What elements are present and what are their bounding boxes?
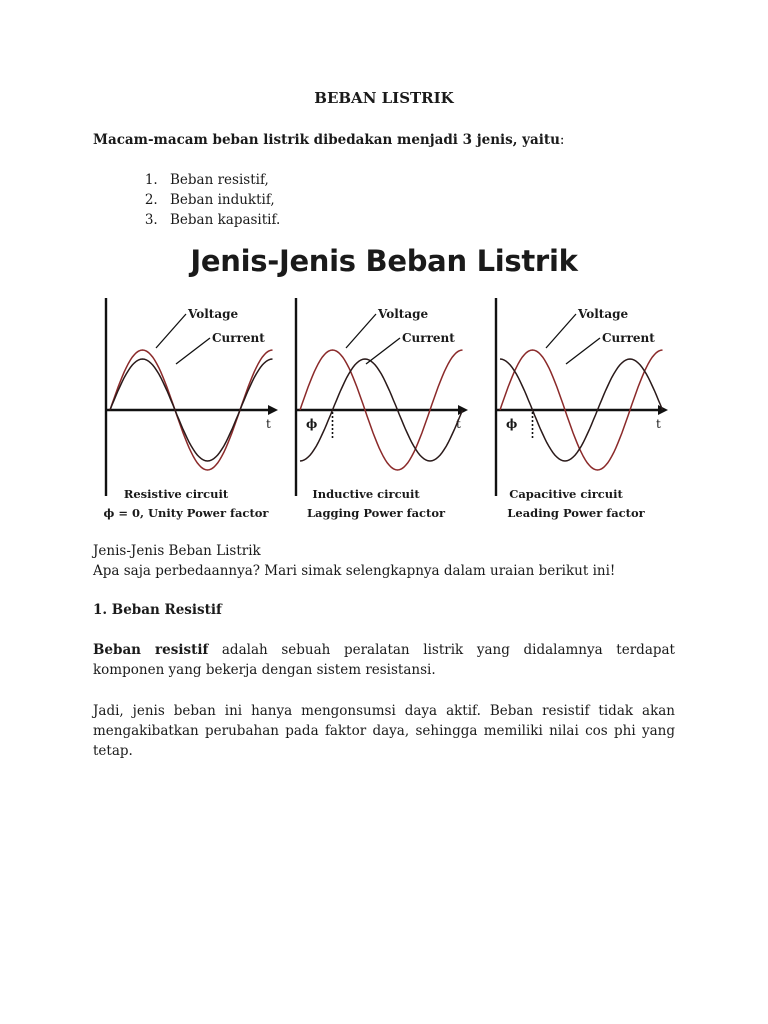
intro-bold-text: Macam-macam beban listrik dibedakan menjadi 3 jenis, yaitu	[93, 132, 560, 148]
axis-arrow-icon	[658, 405, 668, 415]
intro-suffix: :	[559, 132, 565, 148]
panel-caption-subtitle: Leading Power factor	[507, 506, 645, 520]
section-heading: 1. Beban Resistif	[93, 602, 222, 618]
voltage-pointer	[156, 314, 186, 348]
list-item: 2. Beban induktif,	[162, 190, 280, 210]
axis-t-label: t	[456, 417, 461, 431]
panel-caption-subtitle: Lagging Power factor	[306, 506, 446, 520]
panel-caption-subtitle: ϕ = 0, Unity Power factor	[103, 506, 269, 520]
voltage-label: Voltage	[578, 307, 629, 321]
voltage-label: Voltage	[378, 307, 429, 321]
paragraph-explanation: Jadi, jenis beban ini hanya mengonsumsi daya aktif. Beban resistif tidak akan mengakibatkan perubahan pada faktor daya, sehingga memiliki nilai cos phi yang tetap.	[93, 703, 675, 759]
voltage-pointer	[346, 314, 376, 348]
list-item: 3. Beban kapasitif.	[162, 210, 280, 230]
load-types-list	[144, 170, 280, 230]
current-label: Current	[402, 331, 455, 345]
current-label: Current	[602, 331, 655, 345]
intro-line	[93, 132, 564, 148]
current-pointer	[366, 338, 400, 364]
panel-caption-title: Capacitive circuit	[509, 487, 623, 501]
figure-heading: Jenis-Jenis Beban Listrik	[190, 244, 578, 278]
term-bold: Beban resistif	[93, 642, 209, 658]
axis-t-label: t	[266, 417, 271, 431]
voltage-label: Voltage	[188, 307, 239, 321]
question-text: Apa saja perbedaannya? Mari simak selengkapnya dalam uraian berikut ini!	[93, 563, 616, 579]
current-pointer	[176, 338, 210, 364]
list-item: 1. Beban resistif,	[162, 170, 280, 190]
axis-arrow-icon	[458, 405, 468, 415]
definition-text: adalah sebuah peralatan listrik yang didalamnya terdapat komponen yang bekerja dengan sistem resistansi.	[93, 642, 675, 678]
voltage-pointer	[546, 314, 576, 348]
phi-label: ϕ	[506, 417, 518, 431]
paragraph-definition	[93, 640, 675, 680]
current-pointer	[566, 338, 600, 364]
panel-caption-title: Resistive circuit	[123, 487, 229, 501]
waveform-diagram	[92, 238, 676, 528]
page-title: BEBAN LISTRIK	[314, 89, 454, 107]
axis-arrow-icon	[268, 405, 278, 415]
panel-caption-title: Inductive circuit	[312, 487, 420, 501]
current-label: Current	[212, 331, 265, 345]
axis-t-label: t	[656, 417, 661, 431]
figure-caption: Jenis-Jenis Beban Listrik	[93, 543, 261, 559]
load-types-figure	[92, 238, 676, 528]
phi-label: ϕ	[306, 417, 318, 431]
